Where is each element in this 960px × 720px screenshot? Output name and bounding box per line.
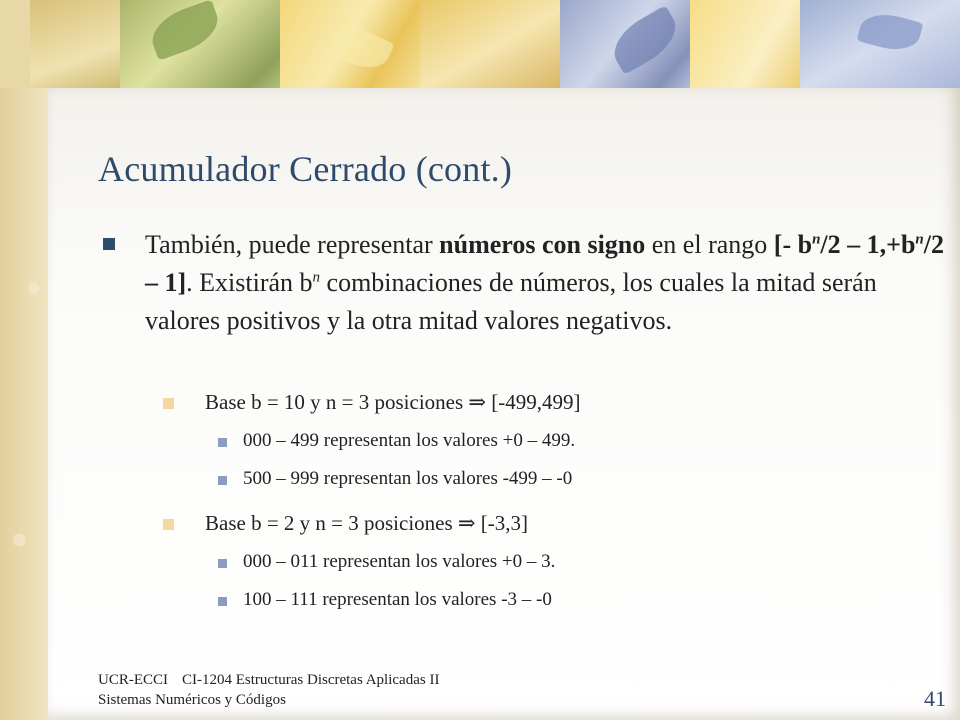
superscript: n [812,231,821,248]
range-part: /2 – 1,+b [820,230,916,259]
text-run: combinaciones de números, los cuales la mitad serán valores positivos y la otra mitad valores negativos. [145,268,877,335]
sub-sub-bullet-text: 500 – 999 representan los valores -499 – -0 [243,468,573,489]
superscript: n [915,231,924,248]
banner-tile [690,0,810,88]
sub-sub-bullet-text: 000 – 499 representan los valores +0 – 499. [243,430,576,451]
text-run: También, puede representar [145,230,440,259]
footer-topic: Sistemas Numéricos y Códigos [98,692,286,708]
bullet-square-icon [163,398,174,409]
bold-run: números con signo [439,230,646,259]
footer-line-1 [98,670,439,690]
range-part: [- b [773,230,813,259]
sub-sub-bullet-text: 100 – 111 representan los valores -3 – -0 [243,589,552,610]
sub-sub-bullet-text: 000 – 011 representan los valores +0 – 3. [243,551,556,572]
slide-footer [98,670,439,710]
bullet-square-icon [218,438,227,447]
left-decorative-strip [0,0,48,720]
bullet-square-icon [218,559,227,568]
page-number: 41 [924,686,946,711]
slide-title: Acumulador Cerrado (cont.) [98,149,513,189]
top-decorative-banner [0,0,960,88]
footer-course: CI-1204 Estructuras Discretas Aplicadas II [182,672,440,688]
sub-bullet-text: Base b = 10 y n = 3 posiciones ⇒ [-499,499] [205,390,581,414]
superscript: n [312,269,321,286]
bullet-square-icon [103,238,115,250]
sub-bullet-text: Base b = 2 y n = 3 posiciones ⇒ [-3,3] [205,511,528,535]
text-run: . Existirán b [186,268,313,297]
text-run: en el rango [645,230,774,259]
main-bullet-text [145,226,945,340]
bullet-square-icon [218,597,227,606]
banner-tile [420,0,580,88]
footer-org: UCR-ECCI [98,672,169,688]
bullet-square-icon [218,476,227,485]
bullet-square-icon [163,519,174,530]
range-part: /2 – 1] [145,230,944,297]
